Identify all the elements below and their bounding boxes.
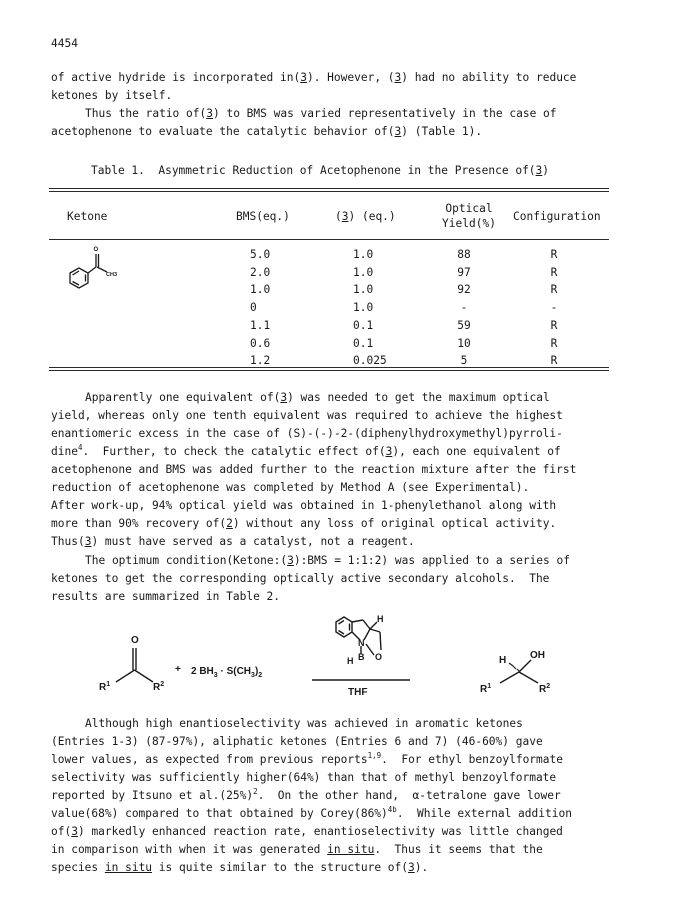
text-line: The optimum condition(Ketone:(3):BMS = 1:1:2) was applied to a series of — [85, 554, 570, 567]
table-top-rule-2 — [49, 191, 609, 192]
acetophenone-structure — [55, 242, 125, 298]
methyl-label: CH3 — [106, 272, 118, 278]
r1-product-label: $R^1$ — [480, 683, 492, 695]
text-line: enantiomeric excess in the case of (S)-(-)-2-(diphenylhydroxymethyl)pyrroli- — [51, 427, 563, 440]
reaction-scheme — [80, 610, 600, 700]
compound-ref: 3 — [408, 861, 415, 874]
compound-ref: 3 — [394, 71, 402, 84]
hydrogen-boron-label: H — [347, 656, 354, 666]
compound-ref: 3 — [287, 554, 294, 567]
table-header-rule — [49, 239, 609, 240]
text-line: (Entries 1-3) (87-97%), aliphatic ketones (Entries 6 and 7) (46-60%) gave — [51, 735, 543, 748]
text-line: lower values, as expected from previous reports$^{1,9}$. For ethyl benzoylformate — [51, 751, 563, 766]
text-line: dine$^4$. Further, to check the catalytic effect of(3), each one equivalent of — [51, 443, 561, 458]
text-line: value(68%) compared to that obtained by $Corey(86\%)^{4b}$. While external addition — [51, 805, 572, 820]
header-bms: BMS(eq.) — [236, 210, 290, 223]
boron-label: B — [358, 652, 365, 662]
nitrogen-label: N — [358, 638, 365, 648]
header-catalyst: (3) (eq.) — [335, 210, 396, 223]
bms-reagent: 2 $BH_3 \cdot S(CH_3)_2$ — [191, 666, 263, 679]
text-line: of(3) markedly enhanced reaction rate, enantioselectivity was little changed — [51, 825, 563, 838]
compound-ref: 3 — [206, 107, 213, 120]
table-bottom-rule — [49, 367, 609, 368]
citation: 1,9 — [367, 751, 382, 760]
text-line: results are summarized in Table 2. — [51, 590, 281, 603]
compound-ref: 3 — [300, 71, 307, 84]
text-line: reduction of acetophenone was completed by Method A (see Experimental). — [51, 481, 530, 494]
citation: 2 — [253, 787, 258, 796]
header-optical-yield: Optical Yield(%) — [442, 202, 496, 230]
citation: 4b — [387, 805, 397, 814]
r2-label: $R^2$ — [153, 681, 165, 693]
solvent-label: THF — [348, 687, 368, 698]
compound-ref: 2 — [226, 517, 233, 530]
citation: 4 — [77, 443, 83, 452]
page-number: 4454 — [51, 37, 78, 50]
header-configuration: Configuration — [513, 210, 601, 223]
compound-ref: 3 — [84, 535, 92, 548]
compound-ref: 3 — [385, 445, 393, 458]
compound-ref: 3 — [341, 210, 349, 223]
text-line: ketones by itself. — [51, 89, 173, 102]
r1-label: $R^1$ — [99, 681, 111, 693]
plus-sign: + — [175, 664, 181, 675]
text-line: Apparently one equivalent of(3) was needed to get the maximum optical — [85, 391, 550, 404]
text-line: of active hydride is incorporated in(3). However, (3) had no ability to reduce — [51, 71, 577, 84]
compound-ref: 3 — [71, 825, 78, 838]
product-hydrogen: H — [499, 655, 507, 666]
r2-product-label: $R^2$ — [539, 683, 551, 695]
text-line: acetophenone to evaluate the catalytic behavior of(3) (Table 1). — [51, 125, 483, 138]
text-line: more than 90% recovery of(2) without any loss of original optical activity. — [51, 517, 557, 530]
text-line: After work-up, 94% optical yield was obtained in 1-phenylethanol along with — [51, 499, 557, 512]
text-line: in comparison with when it was generated in situ. Thus it seems that the — [51, 843, 543, 856]
text-line: selectivity was sufficiently higher(64%) than that of methyl benzoylformate — [51, 771, 557, 784]
hydroxyl-label: OH — [530, 650, 545, 661]
table-caption: Table 1. Asymmetric Reduction of Acetophenone in the Presence of(3) — [91, 164, 550, 177]
compound-ref: 3 — [535, 164, 543, 177]
text-line: species in situ is quite similar to the structure of(3). — [51, 861, 429, 874]
text-line: Thus the ratio of(3) to BMS was varied representatively in the case of — [85, 107, 557, 120]
compound-ref: 3 — [394, 125, 402, 138]
text-line: yield, whereas only one tenth equivalent was required to achieve the highest — [51, 409, 563, 422]
ketone-oxygen: O — [131, 635, 139, 646]
table-top-rule — [49, 188, 609, 189]
header-ketone: Ketone — [67, 210, 108, 223]
compound-ref: 3 — [280, 391, 288, 404]
text-line: acetophenone and BMS was added further to the reaction mixture after the first — [51, 463, 577, 476]
text-line: Thus(3) must have served as a catalyst, not a reagent. — [51, 535, 415, 548]
oxygen-ring-label: O — [375, 652, 383, 662]
text-line: ketones to get the corresponding optically active secondary alcohols. The — [51, 572, 550, 585]
text-line: Although high enantioselectivity was achieved in aromatic ketones — [85, 717, 523, 730]
hydrogen-label: H — [377, 614, 384, 624]
table-bottom-rule-2 — [49, 370, 609, 371]
oxygen-label: O — [93, 247, 99, 253]
text-line: reported by Itsuno et $al.(25\%)^2$. On the other hand, α-tetralone gave lower — [51, 787, 561, 802]
